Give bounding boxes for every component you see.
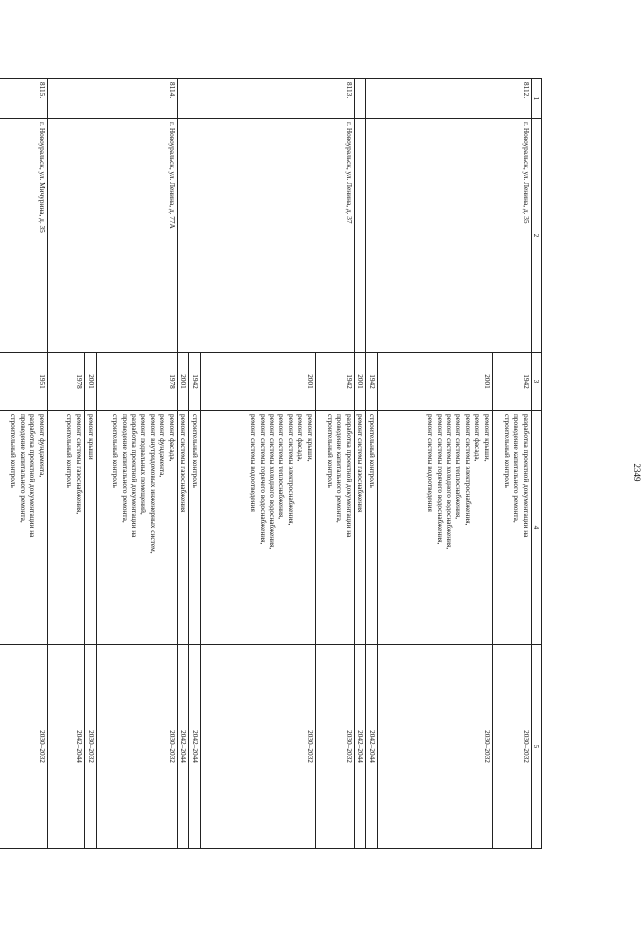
work-item: ремонт системы холодного водоснабжения, xyxy=(267,414,277,550)
work-item: ремонт крыши xyxy=(86,414,96,460)
period: 2030–2032 xyxy=(315,645,354,849)
work-item: разработка проектной документации на xyxy=(344,414,354,538)
work-item: ремонт системы водоотведения xyxy=(426,414,436,512)
works-list xyxy=(47,411,84,645)
item-number: 8113. xyxy=(177,79,354,119)
work-item: проведение капитального ремонта, xyxy=(512,414,522,523)
work-item: ремонт системы теплоснабжения, xyxy=(454,414,464,520)
work-item: ремонт фасада, xyxy=(296,414,306,462)
table-body xyxy=(0,79,531,849)
works-list xyxy=(354,411,365,645)
period: 2042–2044 xyxy=(188,645,200,849)
works-list xyxy=(200,411,315,645)
work-item: ремонт крыши, xyxy=(482,414,492,462)
address xyxy=(354,119,365,353)
work-item: разработка проектной документации на xyxy=(129,414,139,538)
build-year: 1942 xyxy=(188,353,200,411)
work-item: ремонт фундамента, xyxy=(37,414,47,478)
work-item: ремонт крыши, xyxy=(305,414,315,462)
works-list xyxy=(84,411,96,645)
work-item: ремонт системы газоснабжения xyxy=(355,414,365,513)
work-item: разработка проектной документации на xyxy=(28,414,38,538)
works-table-container xyxy=(9,78,542,848)
address: г. Новоуральск, ул. Ленина, д. 77А xyxy=(47,119,177,353)
works-table xyxy=(0,78,542,849)
work-item: проведение капитального ремонта, xyxy=(335,414,345,523)
period: 2042–2044 xyxy=(47,645,84,849)
build-year: 1978 xyxy=(96,353,177,411)
build-year: 2001 xyxy=(200,353,315,411)
work-item: ремонт фасада, xyxy=(167,414,177,462)
header-col-4: 4 xyxy=(531,411,541,645)
work-item: ремонт системы теплоснабжения, xyxy=(277,414,287,520)
works-list xyxy=(365,411,377,645)
work-item: проведение капитального ремонта, xyxy=(120,414,130,523)
works-list xyxy=(377,411,492,645)
build-year: 1978 xyxy=(47,353,84,411)
build-year: 1942 xyxy=(365,353,377,411)
work-item: ремонт системы газоснабжения, xyxy=(74,414,84,515)
header-col-3: 3 xyxy=(531,353,541,411)
works-list xyxy=(96,411,177,645)
build-year: 1951 xyxy=(0,353,47,411)
item-number: 8115. xyxy=(0,79,47,119)
table-row xyxy=(354,79,365,849)
period: 2042–2044 xyxy=(365,645,377,849)
build-year: 2001 xyxy=(377,353,492,411)
table-row xyxy=(0,79,47,849)
header-row xyxy=(531,79,541,849)
work-item: проведение капитального ремонта, xyxy=(18,414,28,523)
work-item: ремонт системы холодного водоснабжения, xyxy=(444,414,454,550)
work-item: ремонт системы водоотведения xyxy=(249,414,259,512)
address: г. Новоуральск, ул. Ленина, д. 37 xyxy=(177,119,354,353)
table-row xyxy=(96,79,177,849)
work-item: ремонт фундамента, xyxy=(158,414,168,478)
works-list xyxy=(315,411,354,645)
work-item: строительный контроль xyxy=(502,414,512,488)
works-list xyxy=(177,411,188,645)
work-item: разработка проектной документации на xyxy=(521,414,531,538)
item-number: 8112. xyxy=(365,79,531,119)
work-item: ремонт системы горячего водоснабжения, xyxy=(258,414,268,545)
work-item: ремонт системы горячего водоснабжения, xyxy=(435,414,445,545)
table-row xyxy=(492,79,531,849)
work-item: строительный контроль xyxy=(190,414,200,488)
period: 2030–2032 xyxy=(0,645,47,849)
work-item: ремонт системы газоснабжения xyxy=(178,414,188,513)
period: 2030–2032 xyxy=(377,645,492,849)
period: 2030–2032 xyxy=(200,645,315,849)
page-number: 2349 xyxy=(632,463,642,482)
work-item: ремонт фасада, xyxy=(473,414,483,462)
build-year: 2001 xyxy=(354,353,365,411)
works-list xyxy=(188,411,200,645)
build-year: 2001 xyxy=(84,353,96,411)
header-col-5: 5 xyxy=(531,645,541,849)
work-item: ремонт системы электроснабжения, xyxy=(463,414,473,526)
period: 2042–2044 xyxy=(354,645,365,849)
work-item: ремонт системы электроснабжения, xyxy=(286,414,296,526)
item-number: 8114. xyxy=(47,79,177,119)
address: г. Новоуральск, ул. Ленина, д. 35 xyxy=(365,119,531,353)
header-col-2: 2 xyxy=(531,119,541,353)
work-item: ремонт внутридомовых инженерных систем, xyxy=(148,414,158,554)
period: 2030–2032 xyxy=(96,645,177,849)
address: г. Новоуральск, ул. Мичурина, д. 35 xyxy=(0,119,47,353)
work-item: строительный контроль xyxy=(9,414,19,488)
period: 2030–2032 xyxy=(84,645,96,849)
build-year: 1942 xyxy=(315,353,354,411)
period: 2030–2032 xyxy=(492,645,531,849)
build-year: 1942 xyxy=(492,353,531,411)
period: 2042–2044 xyxy=(177,645,188,849)
build-year: 2001 xyxy=(177,353,188,411)
work-item: строительный контроль xyxy=(65,414,75,488)
item-number xyxy=(354,79,365,119)
works-list xyxy=(492,411,531,645)
work-item: строительный контроль xyxy=(325,414,335,488)
work-item: строительный контроль xyxy=(367,414,377,488)
table-row xyxy=(315,79,354,849)
header-col-1: 1 xyxy=(531,79,541,119)
work-item: ремонт подвальных помещений, xyxy=(139,414,149,515)
works-list xyxy=(0,411,47,645)
work-item: строительный контроль xyxy=(111,414,121,488)
